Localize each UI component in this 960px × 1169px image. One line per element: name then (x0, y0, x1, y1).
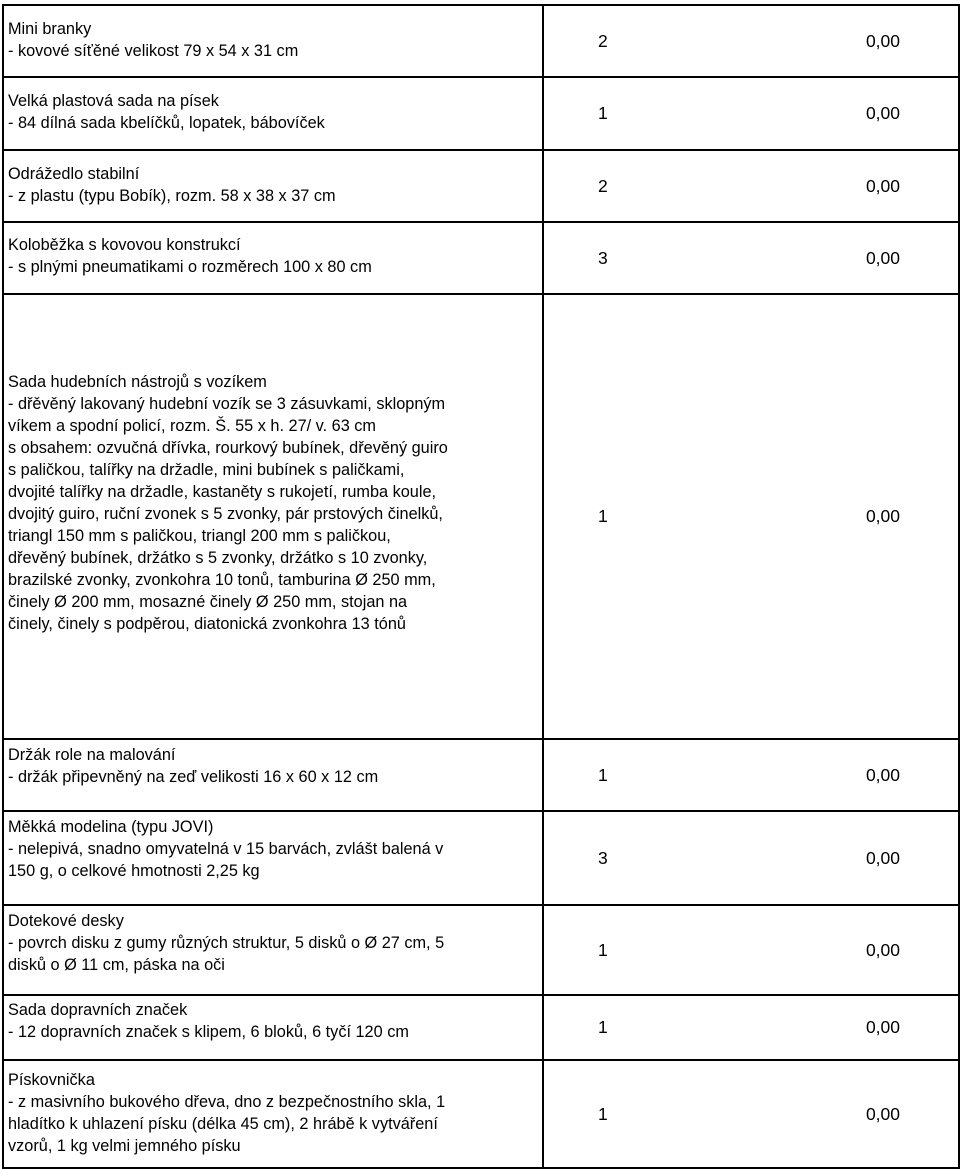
item-detail-line: - z plastu (typu Bobík), rozm. 58 x 38 x 37 cm (8, 187, 336, 205)
item-detail-line: 150 g, o celkové hmotnosti 2,25 kg (8, 862, 260, 880)
item-detail-line: - z masivního bukového dřeva, dno z bezpečnostního skla, 1 (8, 1093, 446, 1111)
item-detail-line: dřevěný bubínek, držátko s 5 zvonky, držátko s 10 zvonky, (8, 549, 428, 567)
item-quantity: 1 (543, 1060, 689, 1168)
item-description (3, 77, 543, 150)
item-price: 0,00 (689, 294, 959, 739)
item-price: 0,00 (689, 905, 959, 995)
item-name: Pískovnička (8, 1071, 95, 1089)
table-row (3, 995, 959, 1060)
item-description (3, 905, 543, 995)
items-table-body (3, 5, 959, 1168)
table-row (3, 77, 959, 150)
item-quantity: 2 (543, 5, 689, 77)
item-name: Odrážedlo stabilní (8, 165, 140, 183)
item-detail-line: dvojité talířky na držadle, kastaněty s rukojetí, rumba koule, (8, 483, 437, 501)
item-detail-line: triangl 150 mm s paličkou, triangl 200 mm s paličkou, (8, 527, 391, 545)
item-detail-line: - 12 dopravních značek s klipem, 6 bloků, 6 tyčí 120 cm (8, 1023, 409, 1041)
item-description (3, 811, 543, 905)
item-quantity: 3 (543, 811, 689, 905)
item-description (3, 1060, 543, 1168)
item-detail-line: vzorů, 1 kg velmi jemného písku (8, 1137, 241, 1155)
item-quantity: 1 (543, 905, 689, 995)
table-row (3, 739, 959, 811)
item-name: Mini branky (8, 20, 92, 38)
item-name: Sada hudebních nástrojů s vozíkem (8, 373, 267, 391)
item-description (3, 150, 543, 222)
item-price: 0,00 (689, 5, 959, 77)
item-detail-line: brazilské zvonky, zvonkohra 10 tonů, tamburina Ø 250 mm, (8, 571, 436, 589)
item-description (3, 995, 543, 1060)
item-quantity: 1 (543, 294, 689, 739)
item-detail-line: - povrch disku z gumy různých struktur, 5 disků o Ø 27 cm, 5 (8, 934, 445, 952)
item-detail-line: - kovové síťěné velikost 79 x 54 x 31 cm (8, 42, 299, 60)
item-detail-line: s paličkou, talířky na držadle, mini bubínek s paličkami, (8, 461, 405, 479)
item-price: 0,00 (689, 150, 959, 222)
table-row (3, 811, 959, 905)
table-row (3, 150, 959, 222)
item-detail-line: víkem a spodní policí, rozm. Š. 55 x h. 27/ v. 63 cm (8, 417, 376, 435)
item-name: Měkká modelina (typu JOVI) (8, 818, 214, 836)
item-quantity: 1 (543, 739, 689, 811)
item-detail-line: - dřěvěný lakovaný hudební vozík se 3 zásuvkami, sklopným (8, 395, 446, 413)
table-row (3, 5, 959, 77)
item-detail-line: - nelepivá, snadno omyvatelná v 15 barvách, zvlášt balená v (8, 840, 444, 858)
items-table (2, 4, 960, 1169)
item-description (3, 739, 543, 811)
item-name: Držák role na malování (8, 746, 176, 764)
item-quantity: 3 (543, 222, 689, 294)
table-row (3, 222, 959, 294)
item-name: Sada dopravních značek (8, 1001, 188, 1019)
item-name: Dotekové desky (8, 912, 124, 930)
item-quantity: 1 (543, 77, 689, 150)
table-row (3, 1060, 959, 1168)
item-detail-line: - s plnými pneumatikami o rozměrech 100 x 80 cm (8, 258, 372, 276)
item-quantity: 1 (543, 995, 689, 1060)
item-price: 0,00 (689, 811, 959, 905)
item-price: 0,00 (689, 1060, 959, 1168)
item-name: Velká plastová sada na písek (8, 92, 219, 110)
table-row (3, 294, 959, 739)
item-price: 0,00 (689, 739, 959, 811)
item-name: Koloběžka s kovovou konstrukcí (8, 236, 241, 254)
item-detail-line: dvojitý guiro, ruční zvonek s 5 zvonky, pár prstových činelků, (8, 505, 443, 523)
item-detail-line: - 84 dílná sada kbelíčků, lopatek, bábovíček (8, 114, 325, 132)
item-price: 0,00 (689, 77, 959, 150)
item-price: 0,00 (689, 995, 959, 1060)
item-detail-line: hladítko k uhlazení písku (délka 45 cm), 2 hrábě k vytváření (8, 1115, 438, 1133)
item-quantity: 2 (543, 150, 689, 222)
item-detail-line: - držák připevněný na zeď velikosti 16 x 60 x 12 cm (8, 768, 379, 786)
item-description (3, 294, 543, 739)
item-detail-line: činely, činely s podpěrou, diatonická zvonkohra 13 tónů (8, 615, 406, 633)
item-detail-line: činely Ø 200 mm, mosazné činely Ø 250 mm, stojan na (8, 593, 408, 611)
item-price: 0,00 (689, 222, 959, 294)
item-detail-line: s obsahem: ozvučná dřívka, rourkový bubínek, dřevěný guiro (8, 439, 448, 457)
item-description (3, 222, 543, 294)
table-row (3, 905, 959, 995)
item-description (3, 5, 543, 77)
item-detail-line: disků o Ø 11 cm, páska na oči (8, 956, 225, 974)
